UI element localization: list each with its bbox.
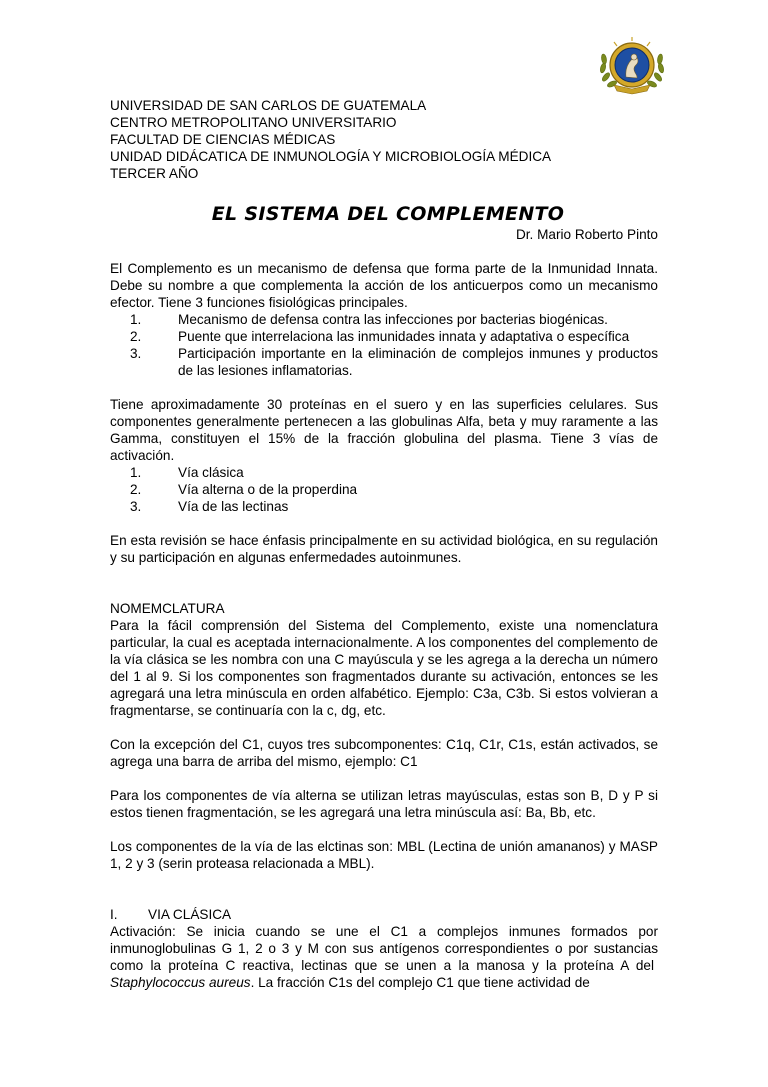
header-center: CENTRO METROPOLITANO UNIVERSITARIO <box>110 115 397 130</box>
list-item <box>110 311 658 328</box>
list-item <box>110 481 658 498</box>
list-item-number: 3. <box>130 499 142 514</box>
classic-pathway-heading <box>110 906 658 923</box>
nomenclature-paragraph-1: Para la fácil comprensión del Sistema del Complemento, existe una nomenclatura particular, la cual es aceptada internacionalmente. A los componentes del complemento de la vía clásica se les nombra con una C mayúscula y se les agrega a la derecha un número del 1 al 9. Si los componentes son fragmentados durante su activación, entonces se les agregará una letra minúscula en orden alfabético. Ejemplo: C3a, C3b. Si estos volvieran a fragmentarse, se continuaría con la c, dg, etc. <box>110 618 658 718</box>
intro-paragraph: El Complemento es un mecanismo de defensa que forma parte de la Inmunidad Innata. Debe su nombre a que complementa la acción de los anticuerpos como un mecanismo efector. Tiene 3 funciones fisiológicas principales. <box>110 261 658 310</box>
list-item-number: 3. <box>130 346 142 361</box>
author-name: Dr. Mario Roberto Pinto <box>515 227 658 242</box>
list-item-text: Vía alterna o de la properdina <box>178 482 358 497</box>
species-name: Staphylococcus aureus <box>110 975 251 990</box>
list-item <box>110 498 658 515</box>
header-unit: UNIDAD DIDÁCATICA DE INMUNOLOGÍA Y MICROBIOLOGÍA MÉDICA <box>110 149 552 164</box>
review-paragraph: En esta revisión se hace énfasis principalmente en su actividad biológica, en su regulación y su participación en algunas enfermedades autoinmunes. <box>110 533 658 565</box>
list-item-number: 1. <box>130 312 142 327</box>
section-number: I. <box>110 907 118 922</box>
nomenclature-paragraph-3: Para los componentes de vía alterna se utilizan letras mayúsculas, estas son B, D y P si estos tienen fragmentación, se les agregará una letra minúscula así: Ba, Bb, etc. <box>110 788 658 820</box>
document-title: EL SISTEMA DEL COMPLEMENTO <box>211 203 565 225</box>
pathways-list <box>110 464 658 515</box>
university-crest-icon <box>592 37 672 95</box>
list-item <box>110 328 658 345</box>
list-item-number: 2. <box>130 329 142 344</box>
proteins-paragraph: Tiene aproximadamente 30 proteínas en el suero y en las superficies celulares. Sus componentes generalmente pertenecen a las globulinas Alfa, beta y muy raramente a las Gamma, constituyen el 15% de la fracción globulina del plasma. Tiene 3 vías de activación. <box>110 397 658 463</box>
list-item-number: 1. <box>130 465 142 480</box>
header-year: TERCER AÑO <box>110 166 199 181</box>
list-item-text: Mecanismo de defensa contra las infecciones por bacterias biogénicas. <box>178 312 608 327</box>
list-item-number: 2. <box>130 482 142 497</box>
nomenclature-heading: NOMEMCLATURA <box>110 601 225 616</box>
header-faculty: FACULTAD DE CIENCIAS MÉDICAS <box>110 132 336 147</box>
list-item-text: Vía clásica <box>178 465 244 480</box>
paragraph-text: . La fracción C1s del complejo C1 que tiene actividad de <box>250 975 590 990</box>
list-item <box>110 464 658 481</box>
nomenclature-paragraph-2: Con la excepción del C1, cuyos tres subcomponentes: C1q, C1r, C1s, están activados, se agrega una barra de arriba del mismo, ejemplo: C1 <box>110 737 658 769</box>
section-title: VIA CLÁSICA <box>148 907 232 922</box>
functions-list <box>110 311 658 379</box>
list-item-text: Puente que interrelaciona las inmunidades innata y adaptativa o específica <box>178 329 630 344</box>
nomenclature-paragraph-4: Los componentes de la vía de las elctinas son: MBL (Lectina de unión amananos) y MASP 1, 2 y 3 (serin proteasa relacionada a MBL). <box>110 839 658 871</box>
list-item-text: Vía de las lectinas <box>178 499 289 514</box>
list-item-text: Participación importante en la eliminación de complejos inmunes y productos de las lesiones inflamatorias. <box>178 346 658 378</box>
institution-header <box>110 97 658 182</box>
paragraph-text: Activación: Se inicia cuando se une el C1 a complejos inmunes formados por inmunoglobulinas G 1, 2 o 3 y M con sus antígenos correspondientes o por sustancias como la proteína C reactiva, lectinas que se unen a la manosa y la proteína A del <box>110 924 658 973</box>
classic-pathway-paragraph <box>110 923 658 991</box>
header-university: UNIVERSIDAD DE SAN CARLOS DE GUATEMALA <box>110 98 427 113</box>
document-body <box>110 97 658 991</box>
list-item <box>110 345 658 379</box>
